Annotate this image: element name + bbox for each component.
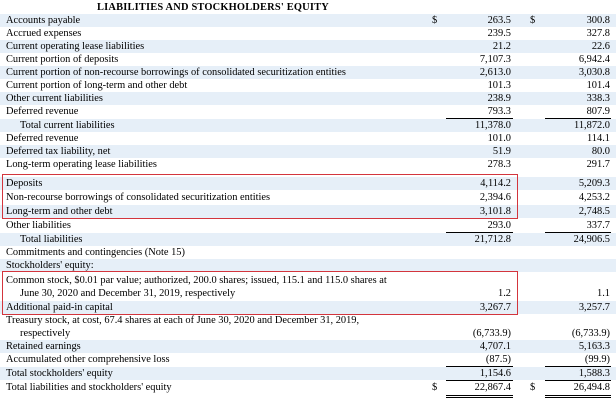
value-dec-2019: 337.7 <box>586 220 610 231</box>
table-row <box>0 246 616 259</box>
value-june-2020: 7,107.3 <box>479 54 511 65</box>
value-dec-2019: 26,494.8 <box>573 382 610 393</box>
row-label: Non-recourse borrowings of consolidated securitization entities <box>6 192 271 203</box>
currency-symbol: $ <box>530 382 536 393</box>
table-row <box>0 327 616 340</box>
value-dec-2019: 300.8 <box>586 15 610 26</box>
table-row <box>0 53 616 66</box>
value-dec-2019: 3,257.7 <box>578 302 610 313</box>
row-label: June 30, 2020 and December 31, 2019, respectively <box>20 288 236 299</box>
value-dec-2019: (6,733.9) <box>571 328 610 339</box>
value-dec-2019: 1.1 <box>597 288 610 299</box>
table-row <box>0 177 616 190</box>
value-dec-2019: 22.6 <box>591 41 610 52</box>
value-june-2020: 4,114.2 <box>480 178 511 189</box>
row-label: Long-term operating lease liabilities <box>6 159 157 170</box>
table-row <box>0 132 616 145</box>
row-label: Deposits <box>6 178 43 189</box>
value-dec-2019: 101.4 <box>586 80 610 91</box>
value-dec-2019: 5,209.3 <box>578 178 610 189</box>
value-june-2020: 1,154.6 <box>479 368 511 379</box>
value-dec-2019: 114.1 <box>587 133 610 144</box>
row-label: Total current liabilities <box>20 120 115 131</box>
row-label: respectively <box>20 328 71 339</box>
value-june-2020: 51.9 <box>492 146 511 157</box>
row-label: Other current liabilities <box>6 93 103 104</box>
table-row <box>0 40 616 53</box>
currency-symbol: $ <box>530 15 536 26</box>
value-dec-2019: 4,253.2 <box>578 192 610 203</box>
row-label: Total liabilities and stockholders' equity <box>6 382 172 393</box>
total-double-rule <box>545 395 611 398</box>
row-label: Current portion of long-term and other debt <box>6 80 188 91</box>
row-label: Deferred revenue <box>6 106 79 117</box>
value-june-2020: 21.2 <box>492 41 511 52</box>
table-row <box>0 14 616 27</box>
value-dec-2019: 338.3 <box>586 93 610 104</box>
table-row <box>0 27 616 40</box>
table-row <box>0 219 616 232</box>
table-row <box>0 205 616 218</box>
row-label: Treasury stock, at cost, 67.4 shares at each of June 30, 2020 and December 31, 2019, <box>6 315 360 326</box>
table-row <box>0 274 616 287</box>
value-dec-2019: 3,030.8 <box>578 67 610 78</box>
row-label: Current portion of deposits <box>6 54 119 65</box>
value-june-2020: 1.2 <box>498 288 511 299</box>
table-row <box>0 79 616 92</box>
row-label: Other liabilities <box>6 220 71 231</box>
table-row <box>0 119 616 132</box>
row-label: Total stockholders' equity <box>6 368 113 379</box>
table-row <box>0 314 616 327</box>
value-june-2020: 238.9 <box>487 93 511 104</box>
header-row <box>0 1 616 14</box>
row-label: Common stock, $0.01 par value; authorized, 200.0 shares; issued, 115.1 and 115.0 shares at <box>6 275 387 286</box>
value-dec-2019: 5,163.3 <box>578 341 610 352</box>
value-june-2020: 278.3 <box>487 159 511 170</box>
value-june-2020: 101.0 <box>487 133 511 144</box>
value-june-2020: 293.0 <box>487 220 511 231</box>
value-dec-2019: 11,872.0 <box>574 120 610 131</box>
value-june-2020: 2,394.6 <box>479 192 511 203</box>
row-label: Retained earnings <box>6 341 81 352</box>
row-label: Commitments and contingencies (Note 15) <box>6 247 185 258</box>
row-label: Current portion of non-recourse borrowings of consolidated securitization entities <box>6 67 346 78</box>
value-dec-2019: 1,588.3 <box>578 368 610 379</box>
value-june-2020: (6,733.9) <box>472 328 511 339</box>
row-label: Deferred revenue <box>6 133 79 144</box>
value-dec-2019: 6,942.4 <box>578 54 610 65</box>
table-row <box>0 367 616 380</box>
value-june-2020: 793.3 <box>487 106 511 117</box>
value-june-2020: (87.5) <box>485 354 511 365</box>
row-label: Total liabilities <box>20 234 83 245</box>
table-row <box>0 105 616 118</box>
row-label: Additional paid-in capital <box>6 302 113 313</box>
row-label: Current operating lease liabilities <box>6 41 145 52</box>
value-dec-2019: 24,906.5 <box>573 234 610 245</box>
value-june-2020: 263.5 <box>487 15 511 26</box>
value-dec-2019: 327.8 <box>586 28 610 39</box>
table-row <box>0 66 616 79</box>
value-dec-2019: (99.9) <box>584 354 610 365</box>
row-label: Accumulated other comprehensive loss <box>6 354 170 365</box>
table-row <box>0 145 616 158</box>
table-row <box>0 158 616 171</box>
value-june-2020: 11,378.0 <box>475 120 511 131</box>
table-row <box>0 353 616 366</box>
total-double-rule <box>446 395 513 398</box>
table-row <box>0 191 616 204</box>
row-label: Deferred tax liability, net <box>6 146 111 157</box>
value-june-2020: 239.5 <box>487 28 511 39</box>
table-row <box>0 92 616 105</box>
value-dec-2019: 807.9 <box>586 106 610 117</box>
table-row <box>0 381 616 394</box>
row-label: Accounts payable <box>6 15 81 26</box>
table-row <box>0 287 616 300</box>
table-row <box>0 259 616 272</box>
table-row <box>0 301 616 314</box>
value-dec-2019: 291.7 <box>586 159 610 170</box>
section-title: LIABILITIES AND STOCKHOLDERS' EQUITY <box>97 2 329 13</box>
value-june-2020: 3,101.8 <box>479 206 511 217</box>
value-june-2020: 22,867.4 <box>474 382 511 393</box>
value-dec-2019: 2,748.5 <box>578 206 610 217</box>
row-label: Stockholders' equity: <box>6 260 94 271</box>
value-dec-2019: 80.0 <box>591 146 610 157</box>
currency-symbol: $ <box>432 15 438 26</box>
value-june-2020: 3,267.7 <box>479 302 511 313</box>
value-june-2020: 21,712.8 <box>474 234 511 245</box>
value-june-2020: 2,613.0 <box>479 67 511 78</box>
table-row <box>0 233 616 246</box>
table-row <box>0 340 616 353</box>
currency-symbol: $ <box>432 382 438 393</box>
value-june-2020: 101.3 <box>487 80 511 91</box>
value-june-2020: 4,707.1 <box>479 341 511 352</box>
row-label: Long-term and other debt <box>6 206 113 217</box>
row-label: Accrued expenses <box>6 28 82 39</box>
